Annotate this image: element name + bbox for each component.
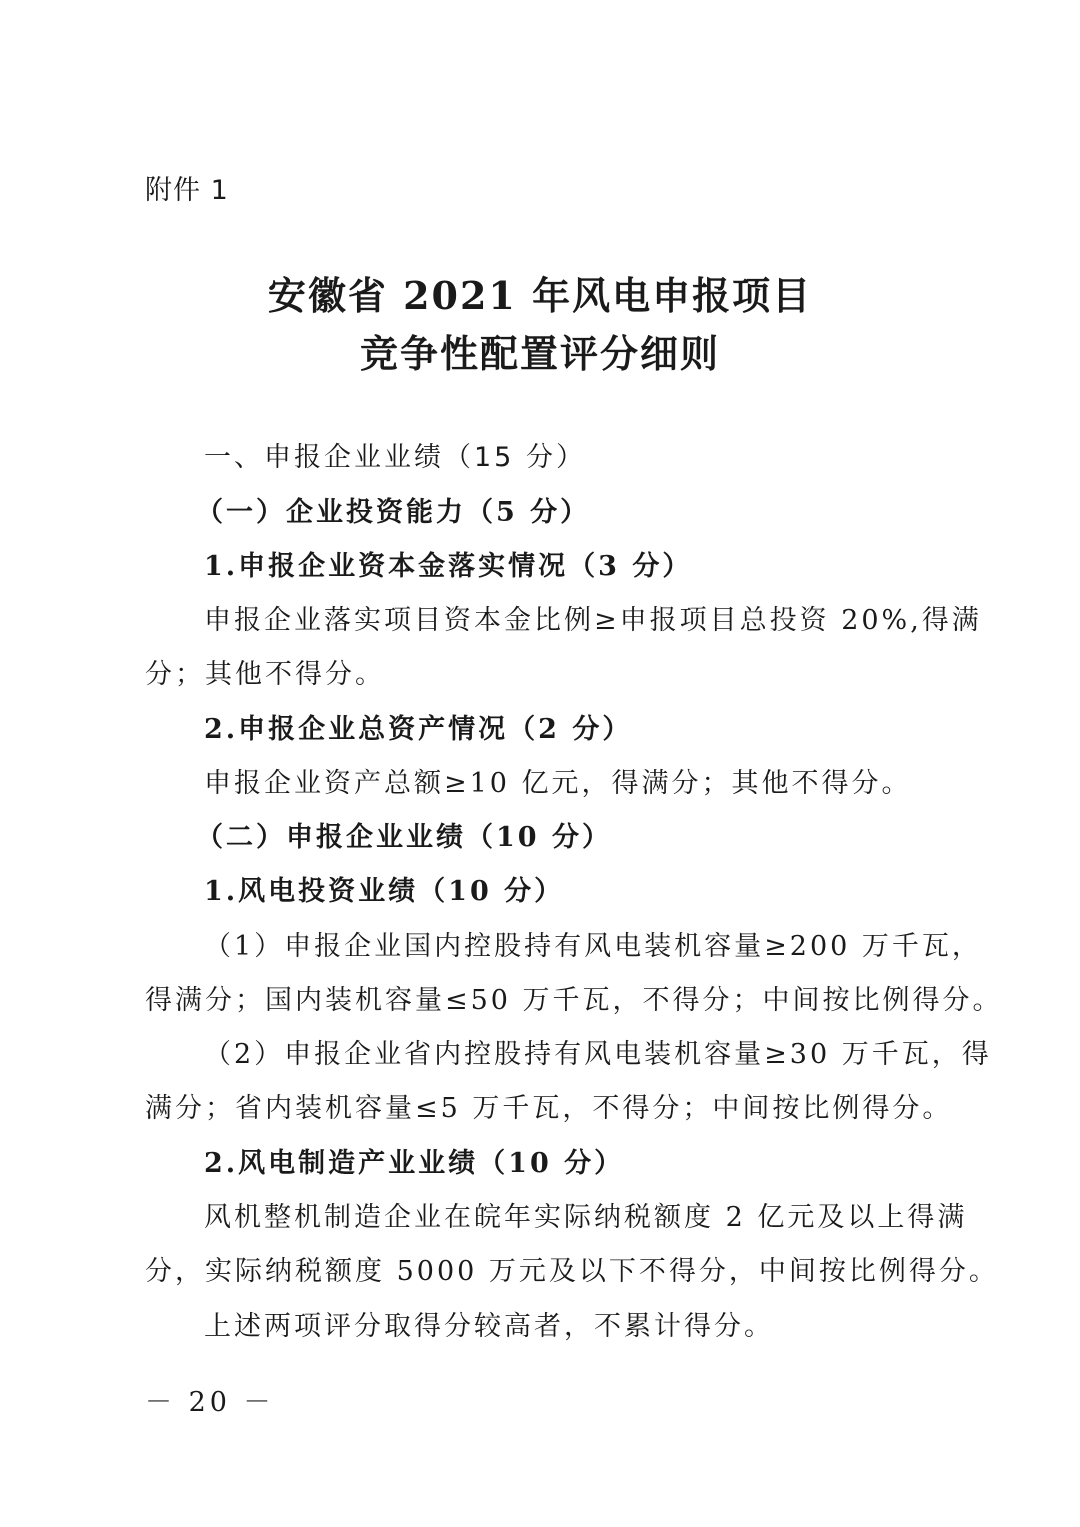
document-title-line-2: 竞争性配置评分细则 [359, 331, 720, 376]
item-heading-1-2: 2.申报企业总资产情况（2 分） [204, 714, 633, 745]
page-number: － 20 － [145, 1387, 275, 1418]
subsection-heading-2: （二）申报企业业绩（10 分） [196, 822, 612, 853]
item-heading-1-1: 1.申报企业资本金落实情况（3 分） [204, 551, 693, 582]
paragraph-line: 满分；省内装机容量≤5 万千瓦，不得分；中间按比例得分。 [145, 1093, 953, 1124]
item-heading-2-1: 1.风电投资业绩（10 分） [204, 876, 565, 907]
paragraph-line: 风机整机制造企业在皖年实际纳税额度 2 亿元及以上得满 [204, 1202, 968, 1233]
paragraph-line: （1）申报企业国内控股持有风电装机容量≥200 万千瓦， [204, 931, 982, 962]
paragraph-line: 得满分；国内装机容量≤50 万千瓦，不得分；中间按比例得分。 [145, 985, 1003, 1016]
paragraph-line: （2）申报企业省内控股持有风电装机容量≥30 万千瓦，得 [204, 1039, 992, 1070]
paragraph-line: 申报企业落实项目资本金比例≥申报项目总投资 20%,得满 [204, 605, 982, 636]
paragraph-line: 上述两项评分取得分较高者，不累计得分。 [204, 1311, 774, 1342]
subsection-heading-1: （一）企业投资能力（5 分） [196, 497, 591, 528]
document-title-line-1: 安徽省 2021 年风电申报项目 [267, 273, 813, 318]
section-heading-1: 一、申报企业业绩（15 分） [204, 442, 586, 473]
attachment-label: 附件 1 [145, 175, 229, 206]
paragraph-line: 申报企业资产总额≥10 亿元，得满分；其他不得分。 [204, 768, 912, 799]
paragraph-line: 分；其他不得分。 [145, 659, 385, 690]
paragraph-line: 分，实际纳税额度 5000 万元及以下不得分，中间按比例得分。 [145, 1256, 999, 1287]
item-heading-2-2: 2.风电制造产业业绩（10 分） [204, 1148, 625, 1179]
